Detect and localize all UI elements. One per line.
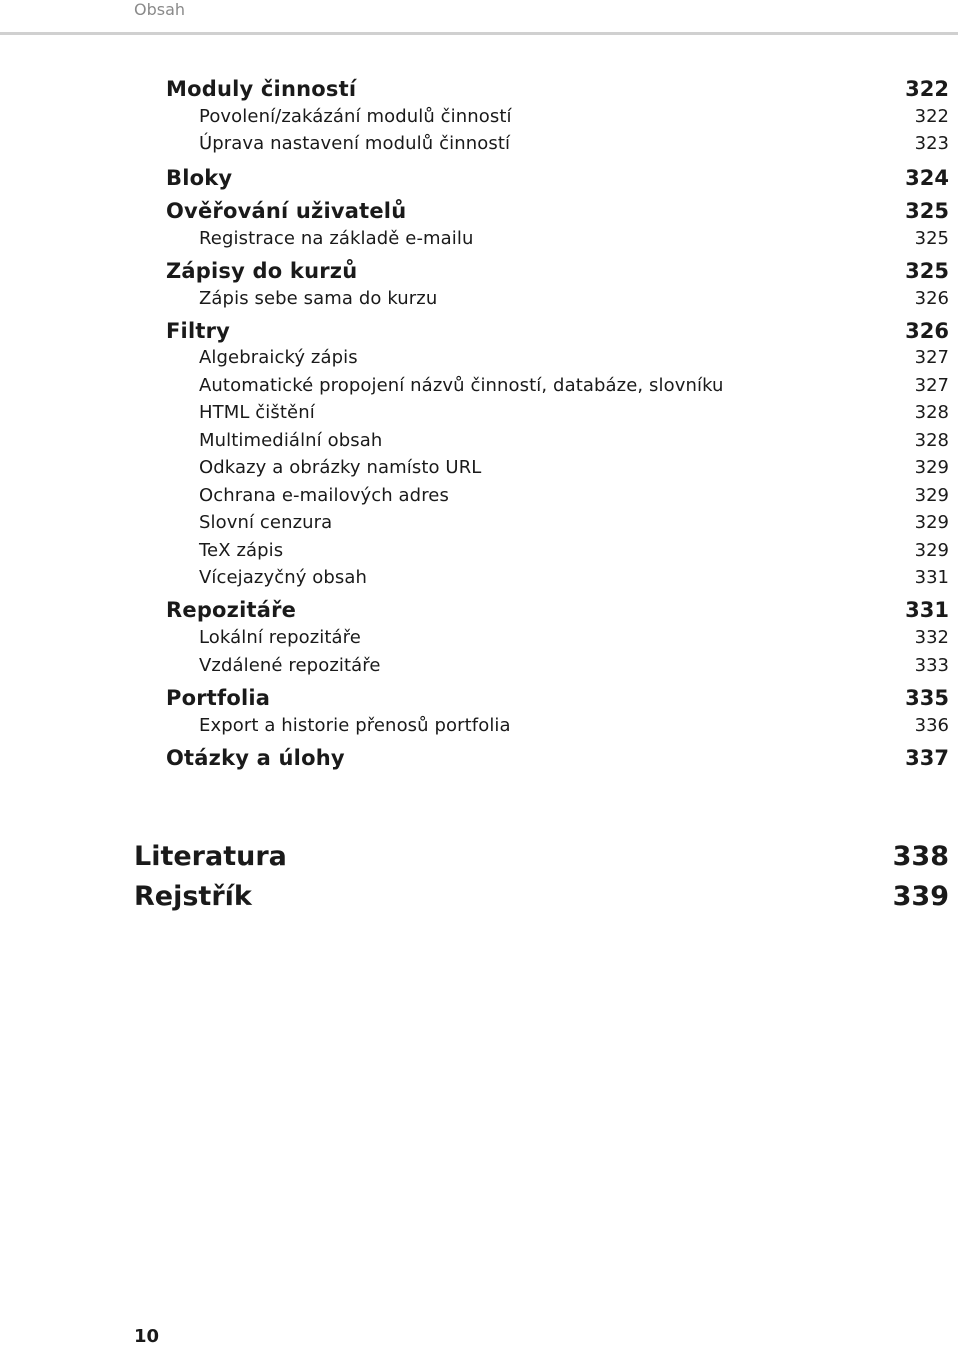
toc-subsection-entry[interactable] — [0, 399, 960, 427]
toc-entry-page: 322 — [905, 77, 949, 101]
toc-entry-page: 332 — [914, 627, 949, 648]
toc-entry-title: Vícejazyčný obsah — [199, 567, 368, 588]
toc-entry-title: Bloky — [166, 166, 233, 190]
toc-section-entry[interactable] — [0, 317, 960, 345]
toc-subsection-entry[interactable] — [0, 537, 960, 565]
toc-entry-page: 325 — [905, 199, 949, 223]
toc-entry-title: Algebraický zápis — [199, 347, 358, 368]
toc-entry-title: Ochrana e-mailových adres — [199, 485, 449, 506]
toc-subsection-entry[interactable] — [0, 482, 960, 510]
toc-entry-page: 322 — [914, 106, 949, 127]
toc-back-matter-entry[interactable] — [0, 880, 960, 914]
toc-section-entry[interactable] — [0, 744, 960, 772]
toc-entry-title: Vzdálené repozitáře — [199, 655, 381, 676]
toc-entry-page: 328 — [914, 430, 949, 451]
toc-entry-page: 329 — [914, 457, 949, 478]
toc-entry-title: Multimediální obsah — [199, 430, 383, 451]
toc-entry-title: Registrace na základě e-mailu — [199, 228, 474, 249]
toc-entry-title: Filtry — [166, 319, 231, 343]
toc-entry-page: 329 — [914, 512, 949, 533]
toc-section-entry[interactable] — [0, 596, 960, 624]
toc-entry-page: 329 — [914, 485, 949, 506]
toc-entry-title: TeX zápis — [199, 540, 284, 561]
toc-entry-page: 331 — [905, 598, 949, 622]
toc-entry-page: 327 — [914, 375, 949, 396]
toc-section-entry[interactable] — [0, 75, 960, 103]
toc-entry-title: HTML čištění — [199, 402, 315, 423]
toc-subsection-entry[interactable] — [0, 564, 960, 592]
toc-section-entry[interactable] — [0, 257, 960, 285]
toc-entry-page: 327 — [914, 347, 949, 368]
toc-subsection-entry[interactable] — [0, 454, 960, 482]
toc-subsection-entry[interactable] — [0, 712, 960, 740]
toc-subsection-entry[interactable] — [0, 624, 960, 652]
toc-entry-title: Zápis sebe sama do kurzu — [199, 288, 438, 309]
toc-entry-title: Repozitáře — [166, 598, 297, 622]
toc-entry-page: 335 — [905, 686, 949, 710]
toc-entry-title: Portfolia — [166, 686, 271, 710]
toc-entry-page: 323 — [914, 133, 949, 154]
toc-subsection-entry[interactable] — [0, 130, 960, 158]
toc-subsection-entry[interactable] — [0, 344, 960, 372]
toc-entry-title: Literatura — [134, 841, 287, 872]
toc-entry-page: 333 — [914, 655, 949, 676]
toc-entry-page: 326 — [914, 288, 949, 309]
toc-entry-page: 337 — [905, 746, 949, 770]
toc-entry-title: Otázky a úlohy — [166, 746, 345, 770]
toc-entry-page: 325 — [905, 259, 949, 283]
page-number: 10 — [134, 1326, 160, 1347]
toc-entry-title: Rejstřík — [134, 881, 252, 912]
toc-entry-page: 339 — [892, 881, 949, 912]
toc-entry-page: 324 — [905, 166, 949, 190]
toc-subsection-entry[interactable] — [0, 285, 960, 313]
toc-section-entry[interactable] — [0, 164, 960, 192]
toc-entry-title: Lokální repozitáře — [199, 627, 361, 648]
toc-entry-page: 325 — [914, 228, 949, 249]
toc-subsection-entry[interactable] — [0, 427, 960, 455]
toc-subsection-entry[interactable] — [0, 509, 960, 537]
toc-entry-title: Ověřování uživatelů — [166, 199, 407, 223]
toc-entry-title: Export a historie přenosů portfolia — [199, 715, 511, 736]
toc-entry-page: 326 — [905, 319, 949, 343]
toc-entry-page: 338 — [892, 841, 949, 872]
toc-entry-title: Úprava nastavení modulů činností — [199, 133, 511, 154]
toc-entry-title: Povolení/zakázání modulů činností — [199, 106, 512, 127]
toc-subsection-entry[interactable] — [0, 372, 960, 400]
toc-subsection-entry[interactable] — [0, 103, 960, 131]
toc-entry-title: Slovní cenzura — [199, 512, 333, 533]
toc-section-entry[interactable] — [0, 197, 960, 225]
toc-entry-title: Automatické propojení názvů činností, databáze, slovníku — [199, 375, 724, 396]
toc-entry-page: 329 — [914, 540, 949, 561]
toc-entry-title: Zápisy do kurzů — [166, 259, 358, 283]
toc-section-entry[interactable] — [0, 684, 960, 712]
running-header: Obsah — [134, 0, 186, 19]
toc-entry-page: 331 — [914, 567, 949, 588]
toc-subsection-entry[interactable] — [0, 652, 960, 680]
toc-entry-title: Moduly činností — [166, 77, 357, 101]
toc-back-matter-entry[interactable] — [0, 840, 960, 874]
toc-subsection-entry[interactable] — [0, 225, 960, 253]
toc-entry-title: Odkazy a obrázky namísto URL — [199, 457, 482, 478]
toc-entry-page: 336 — [914, 715, 949, 736]
toc-entry-page: 328 — [914, 402, 949, 423]
